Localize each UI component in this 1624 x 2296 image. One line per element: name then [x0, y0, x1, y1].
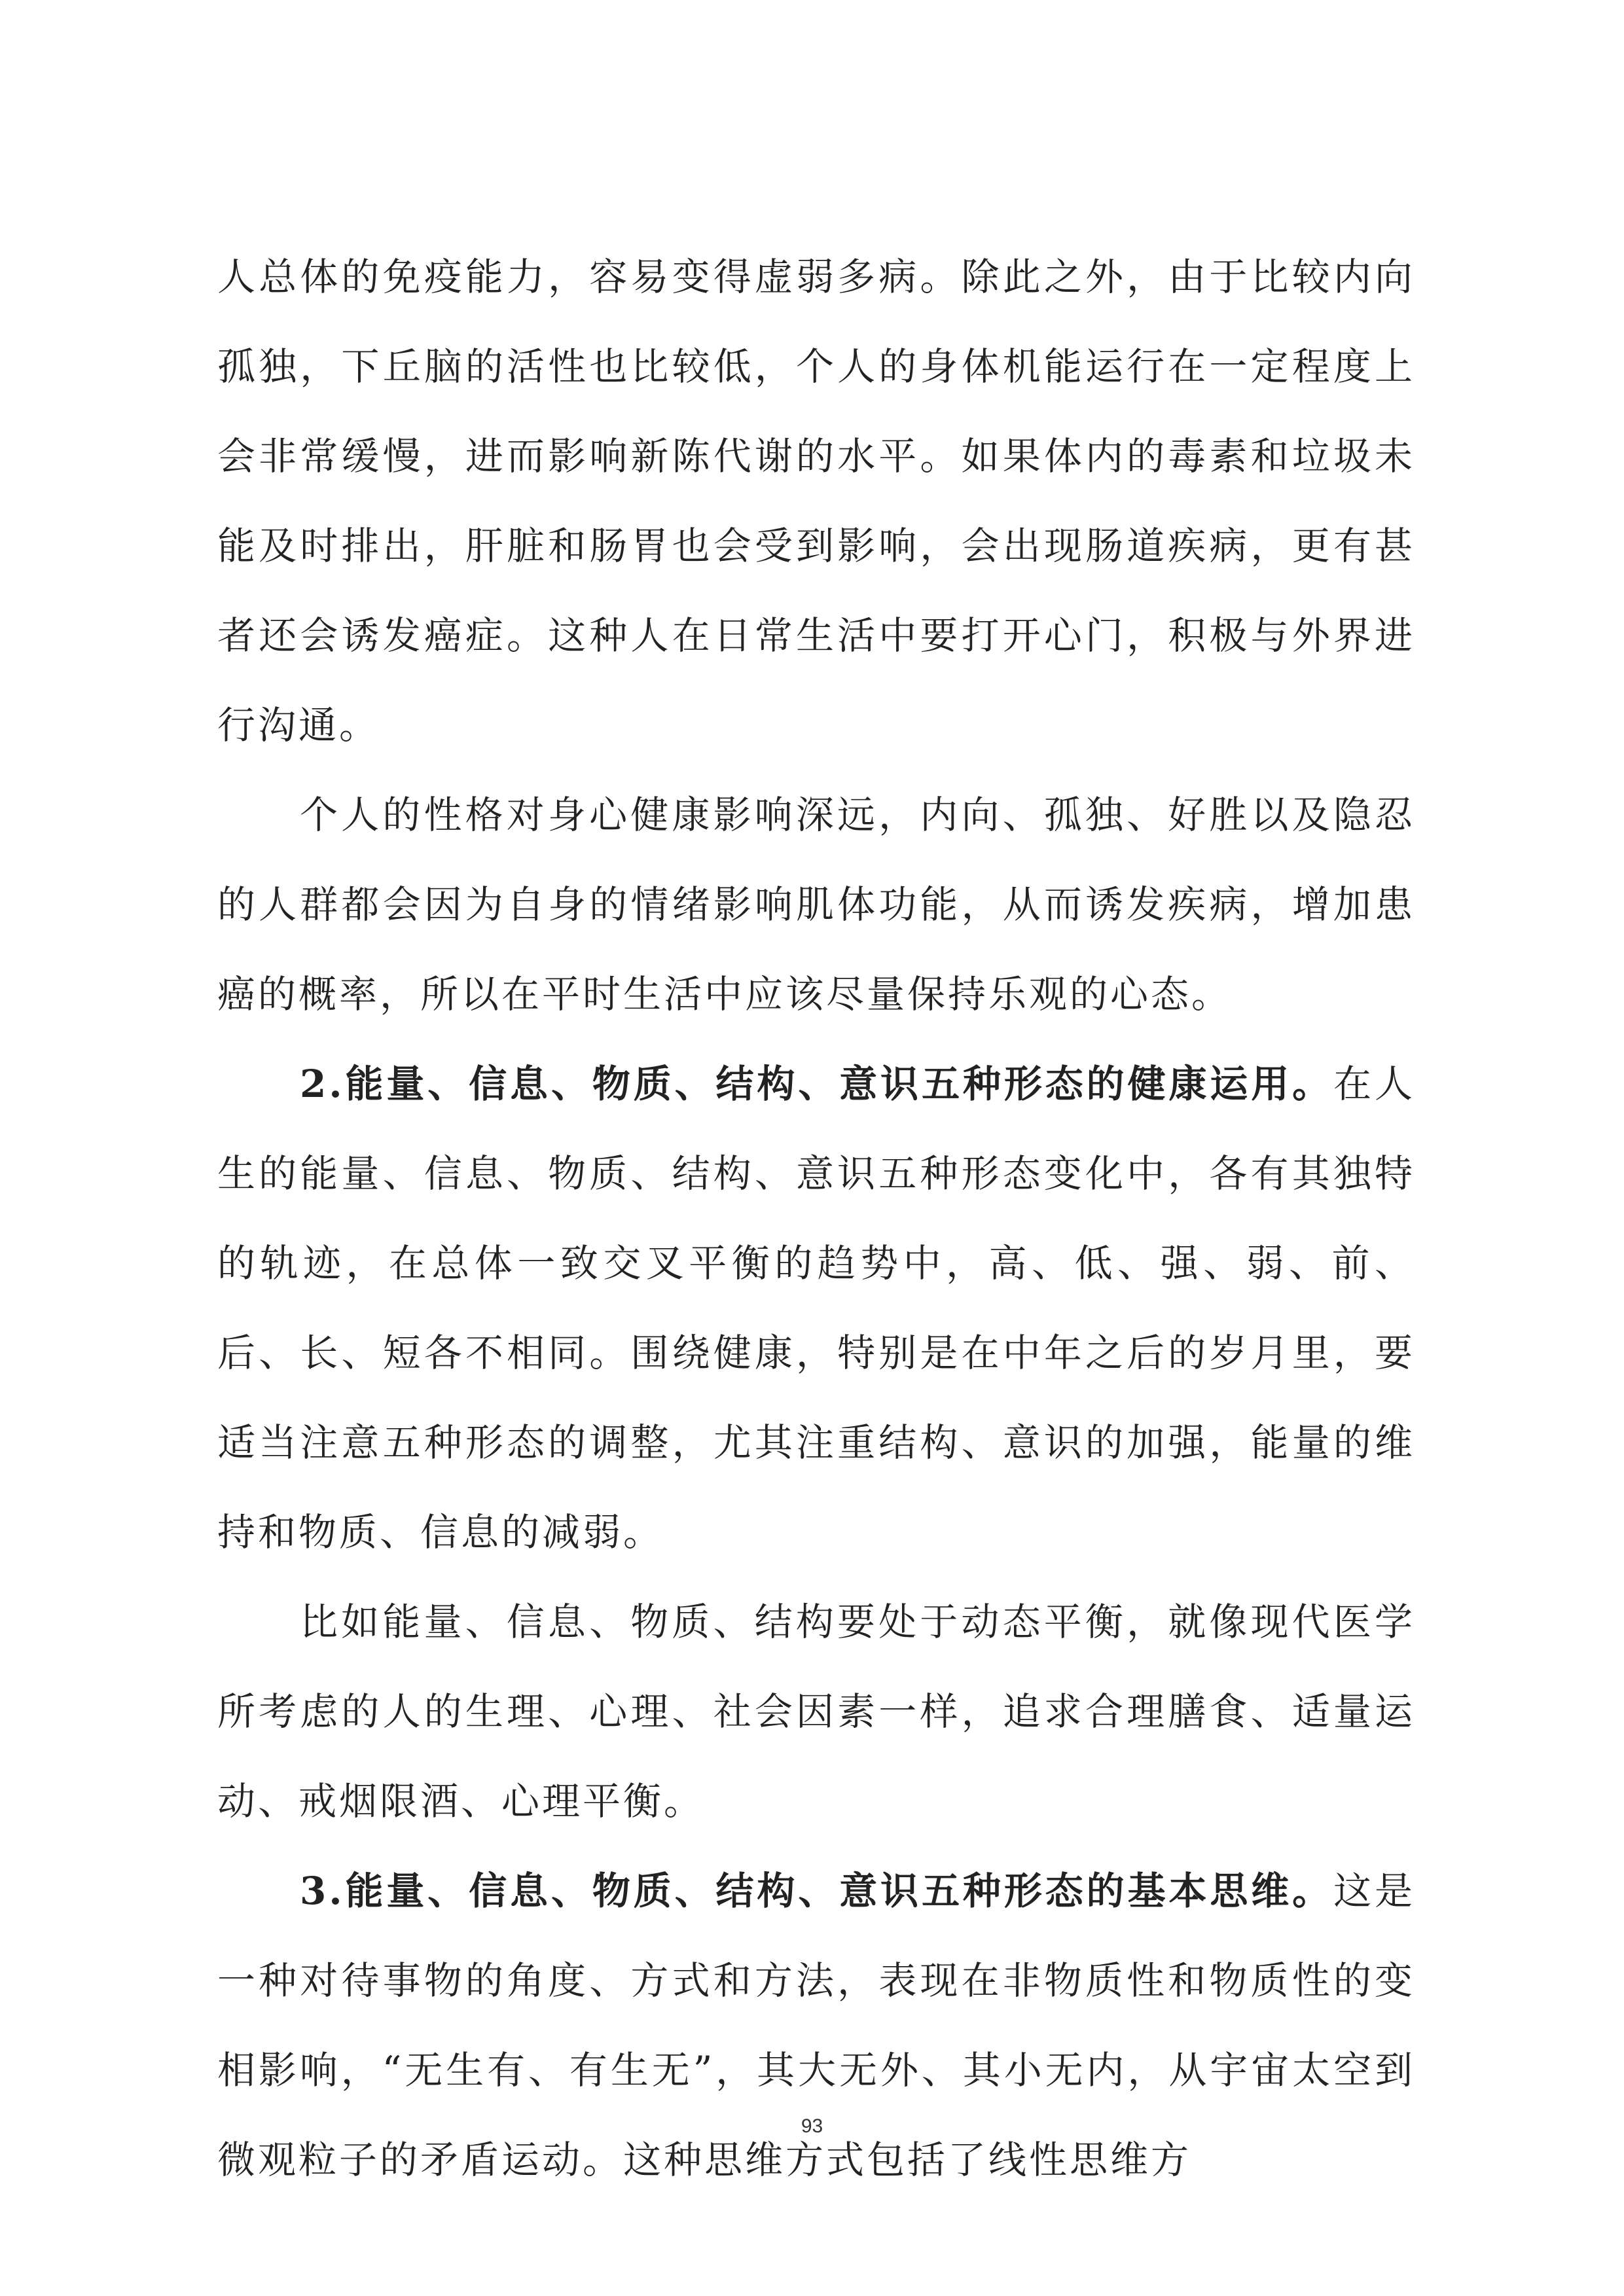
paragraph-text: 人总体的免疫能力，容易变得虚弱多病。除此之外，由于比较内向孤独，下丘脑的活性也比较低，个人的身体机能运行在一定程度上会非常缓慢，进而影响新陈代谢的水平。如果体内的毒素和垃圾未能及时排出，肝脏和肠胃也会受到影响，会出现肠道疾病，更有甚者还会诱发癌症。这种人在日常生活中要打开心门，积极与外界进行沟通。 [217, 255, 1415, 747]
paragraph-text: 在人生的能量、信息、物质、结构、意识五种形态变化中，各有其独特的轨迹，在总体一致交叉平衡的趋势中，高、低、强、弱、前、后、长、短各不相同。围绕健康，特别是在中年之后的岁月里，要适当注意五种形态的调整，尤其注重结构、意识的加强，能量的维持和物质、信息的减弱。 [217, 1062, 1415, 1554]
paragraph-continued [217, 232, 1415, 770]
page-number: 93 [801, 2115, 823, 2137]
paragraph-section-3 [217, 1846, 1415, 2205]
paragraph-balance [217, 1577, 1415, 1846]
section-heading-3: 3.能量、信息、物质、结构、意识五种形态的基本思维。 [300, 1869, 1334, 1913]
paragraph-text: 比如能量、信息、物质、结构要处于动态平衡，就像现代医学所考虑的人的生理、心理、社会因素一样，追求合理膳食、适量运动、戒烟限酒、心理平衡。 [217, 1600, 1415, 1823]
paragraph-section-2 [217, 1039, 1415, 1577]
section-heading-2: 2.能量、信息、物质、结构、意识五种形态的健康运用。 [300, 1062, 1334, 1106]
paragraph-personality [217, 770, 1415, 1039]
paragraph-text: 这是一种对待事物的角度、方式和方法，表现在非物质性和物质性的变相影响，“无生有、有生无”，其大无外、其小无内，从宇宙太空到微观粒子的矛盾运动。这种思维方式包括了线性思维方 [217, 1869, 1415, 2182]
body-text [217, 232, 1415, 2205]
paragraph-text: 个人的性格对身心健康影响深远，内向、孤独、好胜以及隐忍的人群都会因为自身的情绪影响肌体功能，从而诱发疾病，增加患癌的概率，所以在平时生活中应该尽量保持乐观的心态。 [217, 793, 1415, 1016]
